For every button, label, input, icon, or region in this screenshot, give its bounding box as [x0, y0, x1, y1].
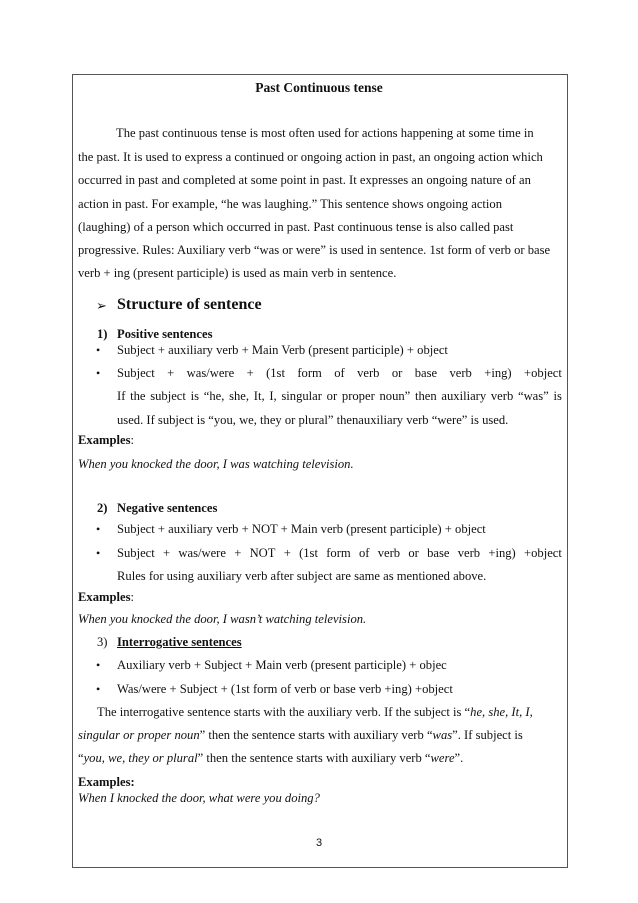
word: is	[553, 389, 562, 403]
word: +	[234, 546, 242, 560]
positive-bullet-2	[117, 366, 562, 381]
word: “was”	[517, 389, 549, 403]
word: base	[427, 546, 450, 560]
negative-number: 2)	[97, 501, 108, 515]
positive-rule-line-1	[117, 389, 562, 404]
interrogative-para-line-3: “you, we, they or plural” then the sentence starts with auxiliary verb “were”.	[78, 751, 464, 765]
word: is	[190, 389, 200, 403]
word: +ing)	[484, 366, 512, 380]
word: +	[167, 366, 175, 380]
intro-line: progressive. Rules: Auxiliary verb “was or were” is used in sentence. 1st form of verb or base	[78, 243, 551, 257]
word: form	[297, 366, 322, 380]
positive-bullet-1: Subject + auxiliary verb + Main Verb (present participle) + object	[117, 343, 448, 357]
intro-line: action in past. For example, “he was laughing.” This sentence shows ongoing action	[78, 197, 503, 211]
word: +object	[524, 546, 562, 560]
positive-number: 1)	[97, 327, 108, 341]
word: Subject	[117, 366, 155, 380]
word: (1st	[299, 546, 318, 560]
word: (1st	[266, 366, 285, 380]
word: auxiliary	[441, 389, 487, 403]
negative-heading: Negative sentences	[117, 501, 218, 515]
interrogative-bullet-2: Was/were + Subject + (1st form of verb or base verb +ing) +object	[117, 682, 453, 696]
interrogative-number: 3)	[97, 635, 108, 649]
arrow-bullet-icon: ➢	[96, 298, 107, 313]
word: NOT	[249, 546, 276, 560]
positive-example: When you knocked the door, I was watching television.	[78, 457, 354, 471]
word: “he,	[203, 389, 225, 403]
word: verb	[490, 389, 514, 403]
word: verb	[449, 366, 472, 380]
word: verb	[357, 366, 380, 380]
negative-bullet-2	[117, 546, 562, 561]
word: of	[334, 366, 345, 380]
word: +object	[524, 366, 562, 380]
interrogative-para-line-1: The interrogative sentence starts with the auxiliary verb. If the subject is “he, she, It, I,	[97, 705, 533, 719]
word: It,	[253, 389, 265, 403]
word: If	[117, 389, 126, 403]
word: proper	[341, 389, 375, 403]
word: was/were	[178, 546, 226, 560]
word: +ing)	[488, 546, 516, 560]
dot-bullet-icon: •	[96, 546, 101, 560]
word: of	[358, 546, 370, 560]
word: then	[414, 389, 437, 403]
word: I,	[269, 389, 277, 403]
word: +	[163, 546, 171, 560]
word: Subject	[117, 546, 155, 560]
word: or	[326, 389, 338, 403]
dot-bullet-icon: •	[96, 522, 101, 536]
positive-examples-label: Examples:	[78, 433, 134, 447]
word: noun”	[379, 389, 411, 403]
positive-rule-line-2: used. If subject is “you, we, they or plural” thenauxiliary verb “were” is used.	[117, 413, 509, 427]
word: she,	[229, 389, 250, 403]
word: or	[391, 366, 403, 380]
negative-example: When you knocked the door, I wasn’t watching television.	[78, 612, 367, 626]
page-title: Past Continuous tense	[255, 80, 383, 95]
word: +	[246, 366, 254, 380]
intro-line: (laughing) of a person which occurred in past. Past continuous tense is also called past	[78, 220, 514, 234]
negative-rule: Rules for using auxiliary verb after subject are same as mentioned above.	[117, 569, 487, 583]
intro-line: the past. It is used to express a continued or ongoing action in past, an ongoing action which	[78, 150, 543, 164]
dot-bullet-icon: •	[96, 682, 101, 696]
word: verb	[457, 546, 481, 560]
word: the	[130, 389, 146, 403]
word: singular	[281, 389, 322, 403]
dot-bullet-icon: •	[96, 343, 101, 357]
negative-bullet-1: Subject + auxiliary verb + NOT + Main verb (present participle) + object	[117, 522, 486, 536]
dot-bullet-icon: •	[96, 658, 101, 672]
intro-line: verb + ing (present participle) is used as main verb in sentence.	[78, 266, 397, 280]
positive-heading: Positive sentences	[117, 327, 213, 341]
structure-heading: Structure of sentence	[117, 296, 262, 313]
page-number: 3	[315, 837, 323, 849]
word: form	[326, 546, 351, 560]
intro-line: occurred in past and completed at some point in past. It expresses an ongoing nature of an	[78, 173, 531, 187]
word: +	[283, 546, 291, 560]
interrogative-example: When I knocked the door, what were you doing?	[78, 791, 320, 805]
word: base	[414, 366, 438, 380]
interrogative-examples-label: Examples:	[78, 775, 135, 789]
word: subject	[150, 389, 186, 403]
interrogative-bullet-1: Auxiliary verb + Subject + Main verb (present participle) + objec	[117, 658, 447, 672]
dot-bullet-icon: •	[96, 366, 101, 380]
interrogative-para-line-2: singular or proper noun” then the sentence starts with auxiliary verb “was”. If subject is	[78, 728, 523, 742]
word: verb	[377, 546, 401, 560]
word: was/were	[186, 366, 235, 380]
intro-line: The past continuous tense is most often used for actions happening at some time in	[116, 126, 534, 140]
word: or	[408, 546, 419, 560]
interrogative-heading: Interrogative sentences	[117, 635, 242, 649]
negative-examples-label: Examples:	[78, 590, 134, 604]
